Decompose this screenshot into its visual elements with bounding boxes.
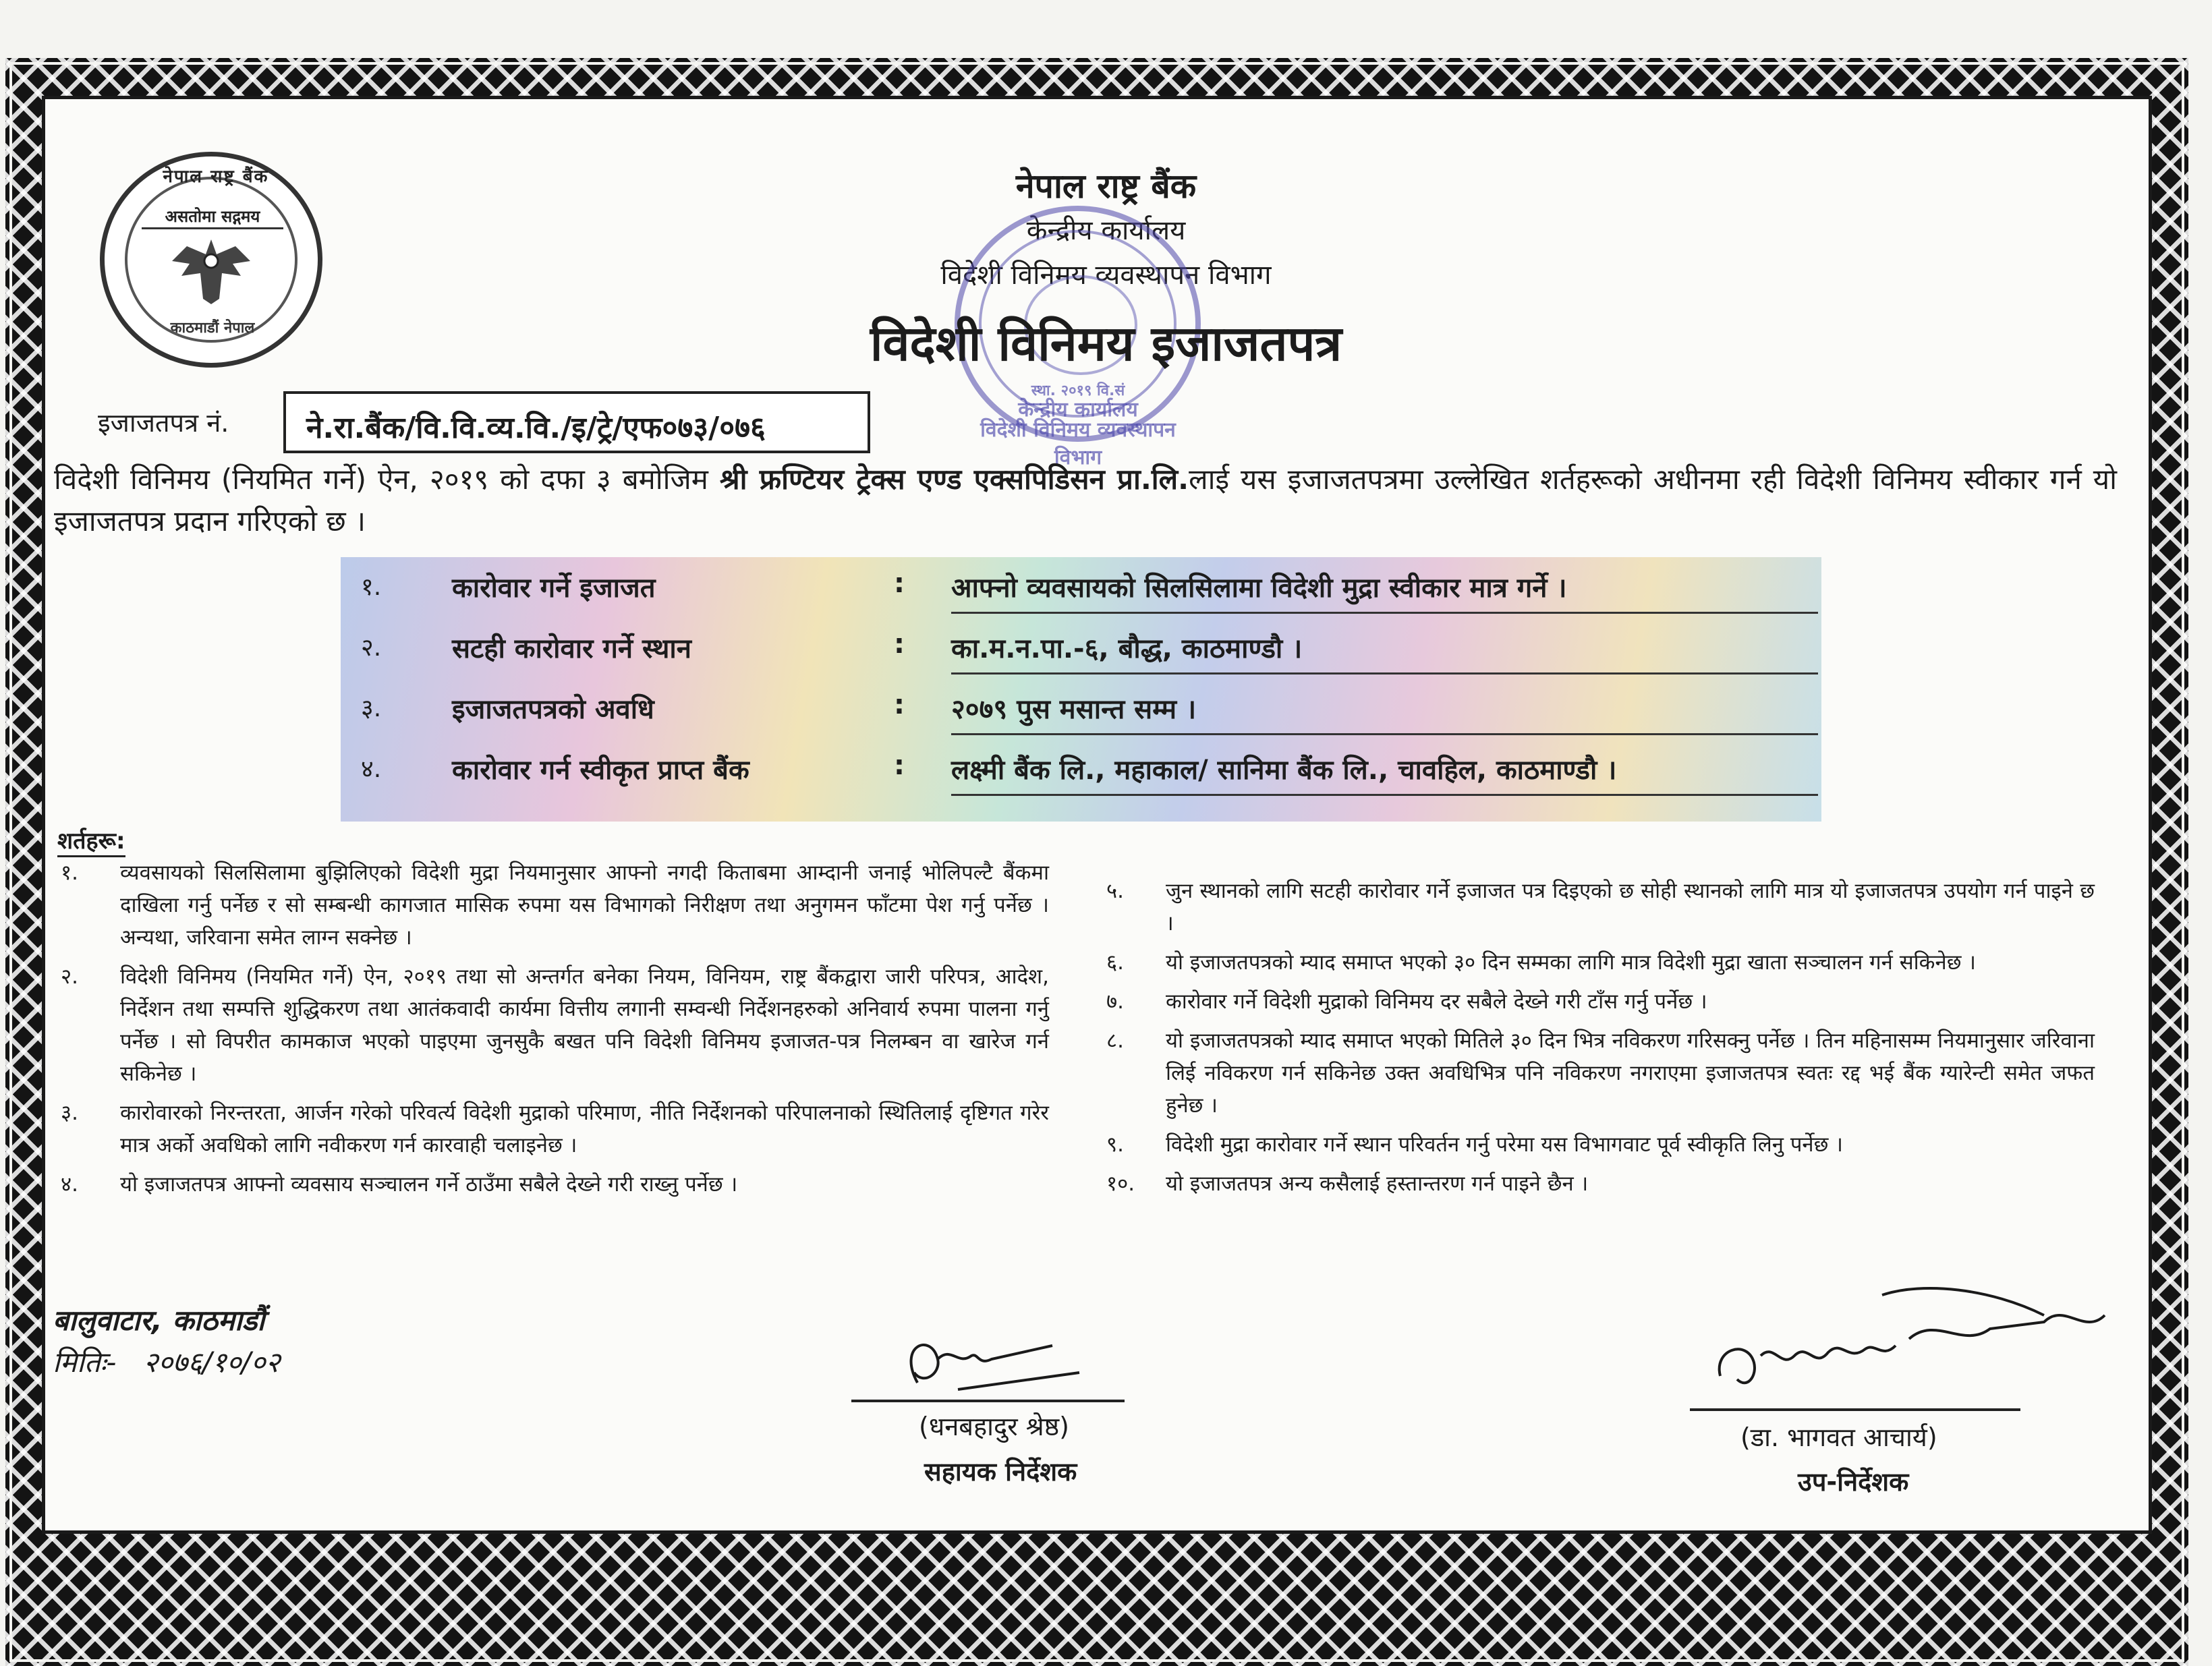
- condition-item: [1106, 1025, 2095, 1122]
- intro-after: लाई यस इजाजतपत्रमा उल्लेखित शर्तहरूको अधीनमा रही विदेशी विनिमय स्वीकार गर्न यो इजाजतपत्र प्रदान गरिएको छ ।: [54, 463, 2118, 538]
- firm-name: श्री फ्रण्टियर ट्रेक्स एण्ड एक्सपिडिसन प्रा.लि.: [719, 463, 1189, 496]
- condition-number: १.: [61, 861, 78, 885]
- stamp-date: स्था. २०१९ वि.सं: [1031, 382, 1125, 399]
- condition-item: [1106, 1168, 2095, 1200]
- row-label: इजाजतपत्रको अवधि: [452, 694, 654, 725]
- issue-date: [53, 1342, 280, 1381]
- row-colon: :: [894, 750, 905, 781]
- condition-item: [1106, 1128, 2095, 1161]
- details-row: [341, 557, 1821, 618]
- license-details-table: [341, 557, 1821, 822]
- row-label: कारोवार गर्न स्वीकृत प्राप्त बैंक: [452, 755, 749, 786]
- department-name: विदेशी विनिमय व्यवस्थापन विभाग: [940, 260, 1272, 291]
- row-colon: :: [894, 689, 905, 720]
- condition-item: [61, 1168, 1049, 1201]
- certificate-title: विदेशी विनिमय इजाजतपत्र: [870, 315, 1342, 372]
- deputy-director-signature: [1707, 1275, 2125, 1410]
- conditions-right-column: [1106, 875, 2095, 1207]
- condition-text: यो इजाजतपत्रको म्याद समाप्त भएको मितिले ३० दिन भित्र नविकरण गरिसक्नु पर्नेछ । तिन महिनासम्म नियमानुसार जरिवाना लिई नविकरण गर्न सकिनेछ उक्त अवधिभित्र पनि नविकरण नगराएमा इजाजतपत्र स्वतः रद्द भई बैंक ग्यारेन्टी समेत जफत हुनेछ ।: [1166, 1029, 2095, 1118]
- row-colon: :: [894, 568, 905, 599]
- row-number: १.: [361, 573, 382, 601]
- date-value: २०७६/१०/०२: [143, 1346, 281, 1379]
- signatory-right-name: (डा. भागवत आचार्य): [1740, 1423, 1937, 1452]
- signature-line-left: [851, 1400, 1125, 1402]
- license-number-box: ने.रा.बैंक/वि.वि.व्य.वि./इ/ट्रे/एफ०७३/०७६: [283, 391, 870, 453]
- bank-name: नेपाल राष्ट्र बैंक: [1015, 167, 1197, 206]
- condition-number: ८.: [1106, 1029, 1124, 1053]
- row-number: ४.: [361, 755, 382, 783]
- condition-item: [61, 1097, 1049, 1161]
- details-row: [341, 679, 1821, 739]
- row-value: लक्ष्मी बैंक लि., महाकाल/ सानिमा बैंक लि., चावहिल, काठमाण्डौ ।: [951, 750, 1818, 796]
- condition-number: ९.: [1106, 1132, 1124, 1157]
- logo-bottom-text: काठमाडौं नेपाल: [170, 320, 255, 337]
- condition-number: ६.: [1106, 950, 1124, 975]
- condition-item: [61, 857, 1049, 954]
- assistant-director-signature: [877, 1319, 1093, 1400]
- row-value: का.म.न.पा.-६, बौद्ध, काठमाण्डौ ।: [951, 629, 1818, 674]
- conditions-left-column: [61, 857, 1049, 1207]
- condition-text: यो इजाजतपत्र अन्य कसैलाई हस्तान्तरण गर्न पाइने छैन ।: [1166, 1172, 1589, 1196]
- condition-text: विदेशी मुद्रा कारोवार गर्ने स्थान परिवर्तन गर्नु परेमा यस विभागवाट पूर्व स्वीकृति लिनु पर्नेछ ।: [1166, 1132, 1843, 1157]
- signature-line-right: [1690, 1408, 2020, 1411]
- condition-text: विदेशी विनिमय (नियमित गर्ने) ऐन, २०१९ तथा सो अन्तर्गत बनेका नियम, विनियम, राष्ट्र बैंकद्वारा जारी परिपत्र, आदेश, निर्देशन तथा सम्पत्ति शुद्धिकरण तथा आतंकवादी कार्यमा वित्तीय लगानी सम्वन्धी निर्देशनहरुको अनिवार्य रुपमा पालना गर्नु पर्नेछ । सो विपरीत कामकाज भएको पाइएमा जुनसुकै बखत पनि विदेशी विनिमय इजाजत-पत्र निलम्बन वा खारेज गर्न सकिनेछ ।: [120, 965, 1049, 1086]
- details-row: [341, 739, 1821, 800]
- row-value: आफ्नो व्यवसायको सिलसिलामा विदेशी मुद्रा स्वीकार मात्र गर्ने ।: [951, 568, 1818, 614]
- condition-item: [61, 960, 1049, 1090]
- row-number: २.: [361, 634, 382, 662]
- condition-item: [1106, 875, 2095, 940]
- signatory-left-name: (धनबहादुर श्रेष्ठ): [919, 1412, 1069, 1441]
- stamp-line-1: केन्द्रीय कार्यालय: [1018, 398, 1138, 422]
- condition-number: ५.: [1106, 879, 1124, 903]
- stamp-line-2: विदेशी विनिमय व्यवस्थापन विभाग: [980, 418, 1176, 469]
- condition-number: ४.: [61, 1172, 78, 1197]
- license-number-label: इजाजतपत्र नं.: [98, 408, 229, 438]
- office-name: केन्द्रीय कार्यालय: [1026, 215, 1186, 246]
- logo-motto: असतोमा सद्गमय: [142, 205, 283, 229]
- issue-place: बालुवाटार, काठमाडौं: [53, 1304, 265, 1337]
- condition-number: ३.: [61, 1101, 78, 1125]
- signatory-left-title: सहायक निर्देशक: [924, 1457, 1077, 1487]
- condition-number: ७.: [1106, 989, 1124, 1014]
- signatory-right-title: उप-निर्देशक: [1798, 1467, 1909, 1497]
- conditions-heading: शर्तहरू:: [57, 824, 125, 857]
- row-colon: :: [894, 629, 905, 660]
- details-row: [341, 618, 1821, 679]
- condition-item: [1106, 985, 2095, 1018]
- condition-text: यो इजाजतपत्र आफ्नो व्यवसाय सञ्चालन गर्ने ठाउँमा सबैले देख्ने गरी राख्नु पर्नेछ ।: [120, 1172, 738, 1197]
- intro-before: विदेशी विनिमय (नियमित गर्ने) ऐन, २०१९ को दफा ३ बमोजिम: [54, 463, 720, 496]
- condition-text: जुन स्थानको लागि सटही कारोवार गर्ने इजाजत पत्र दिइएको छ सोही स्थानको लागि मात्र यो इजाजतपत्र उपयोग गर्न पाइने छ ।: [1166, 879, 2095, 936]
- condition-number: २.: [61, 965, 78, 989]
- condition-number: १०.: [1106, 1172, 1135, 1196]
- condition-text: यो इजाजतपत्रको म्याद समाप्त भएको ३० दिन सम्मका लागि मात्र विदेशी मुद्रा खाता सञ्चालन गर्न सकिनेछ ।: [1166, 950, 1977, 975]
- row-label: सटही कारोवार गर्ने स्थान: [452, 633, 691, 664]
- condition-text: कारोवार गर्ने विदेशी मुद्राको विनिमय दर सबैले देख्ने गरी टाँस गर्नु पर्नेछ ।: [1166, 989, 1707, 1014]
- logo-ring-text: नेपाल राष्ट्र बैंक: [163, 167, 269, 187]
- row-number: ३.: [361, 695, 382, 722]
- date-label: मितिः-: [53, 1346, 117, 1379]
- condition-text: व्यवसायको सिलसिलामा बुझिलिएको विदेशी मुद्रा नियमानुसार आफ्नो नगदी किताबमा आम्दानी जनाई भोलिपल्टै बैंकमा दाखिला गर्नु पर्नेछ र सो सम्बन्धी कागजात मासिक रुपमा यस विभागको निरीक्षण तथा अनुगमन फाँटमा पेश गर्नु पर्नेछ । अन्यथा, जरिवाना समेत लाग्न सक्नेछ ।: [120, 861, 1049, 950]
- condition-text: कारोवारको निरन्तरता, आर्जन गरेको परिवर्त्य विदेशी मुद्राको परिमाण, नीति निर्देशनको परिपालनाको स्थितिलाई दृष्टिगत गरेर मात्र अर्को अवधिको लागि नवीकरण गर्न कारवाही चलाइनेछ ।: [120, 1101, 1049, 1157]
- condition-item: [1106, 946, 2095, 979]
- row-label: कारोवार गर्ने इजाजत: [452, 573, 656, 604]
- intro-paragraph: [54, 459, 2117, 542]
- row-value: २०७९ पुस मसान्त सम्म ।: [951, 689, 1818, 735]
